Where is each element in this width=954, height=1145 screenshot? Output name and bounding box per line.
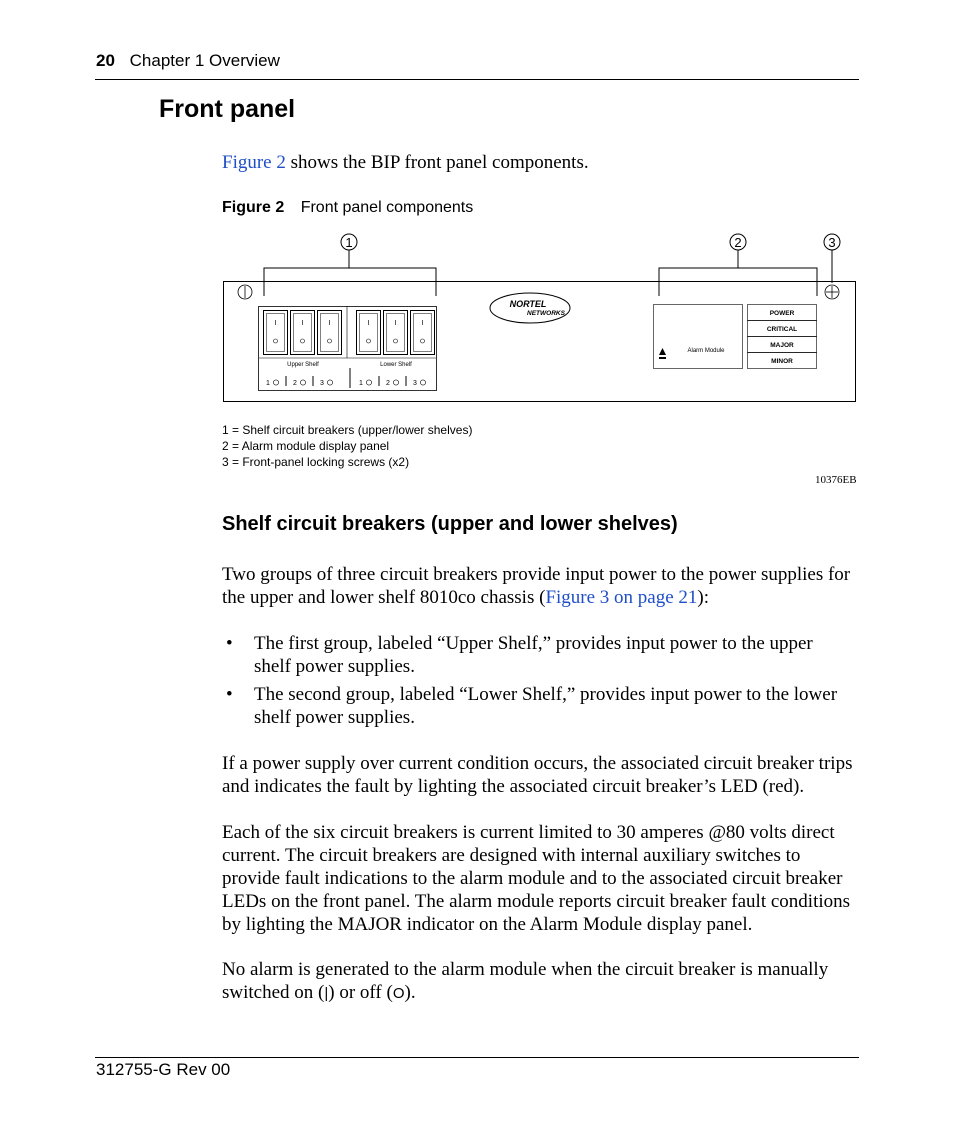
bullet-text-2: The second group, labeled “Lower Shelf,” provides input power to the lower shelf power supplies. [254, 684, 838, 728]
svg-text:3: 3 [413, 380, 417, 387]
page-number: 20 [96, 51, 115, 70]
chapter-title: Chapter 1 Overview [129, 51, 280, 70]
alarm-module [654, 305, 743, 369]
figure-3-link[interactable]: Figure 3 on page 21 [545, 587, 698, 608]
breaker-block [259, 307, 437, 391]
figure-legend [222, 422, 472, 470]
intro-paragraph: Figure 2 shows the BIP front panel components. [222, 152, 589, 173]
off-symbol: O [392, 985, 405, 1002]
callout-1-label: 1 [345, 235, 353, 250]
svg-text:I: I [394, 320, 397, 327]
figure-caption-text: Front panel components [300, 199, 474, 216]
nortel-networks-logo [490, 293, 570, 323]
section-heading: Shelf circuit breakers (upper and lower shelves) [222, 513, 678, 535]
eject-bar-icon [659, 357, 666, 359]
svg-text:I: I [421, 320, 424, 327]
eject-icon [659, 348, 666, 355]
svg-text:I: I [301, 320, 304, 327]
svg-text:3: 3 [320, 380, 324, 387]
led-row-upper [266, 376, 333, 387]
indicator-power [748, 305, 817, 321]
footer-doc-id: 312755-G Rev 00 [96, 1060, 231, 1079]
led-row-lower [359, 376, 426, 387]
svg-text:I: I [328, 320, 331, 327]
callout-3-label: 3 [828, 235, 836, 250]
page-title: Front panel [159, 95, 296, 123]
svg-text:POWER: POWER [769, 310, 795, 317]
legend-item-1: 1 = Shelf circuit breakers (upper/lower shelves) [222, 423, 473, 437]
legend-item-3: 3 = Front-panel locking screws (x2) [222, 455, 410, 469]
figure-2-link[interactable]: Figure 2 [222, 152, 286, 173]
logo-line2: NETWORKS [527, 310, 565, 317]
breaker-upper-3 [318, 311, 342, 355]
svg-text:2: 2 [386, 380, 390, 387]
svg-text:MINOR: MINOR [771, 358, 793, 365]
breaker-upper-2 [291, 311, 315, 355]
footer-rule [95, 1057, 859, 1058]
callout-2-label: 2 [734, 235, 742, 250]
paragraph-3: Each of the six circuit breakers is current limited to 30 amperes @80 volts direct current. The circuit breakers are designed with internal auxiliary switches to provide fault indications to the alarm module and to the associated circuit breaker LEDs on the front panel. The alarm module reports circuit breaker fault conditions by lighting the MAJOR indicator on the Alarm Module display panel. [222, 822, 851, 935]
svg-text:CRITICAL: CRITICAL [766, 326, 798, 333]
paragraph-4: No alarm is generated to the alarm module when the circuit breaker is manually switched on (|) or off (O). [222, 959, 829, 1003]
svg-text:2: 2 [293, 380, 297, 387]
bullet-marker: • [226, 684, 233, 705]
breaker-lower-3 [411, 311, 435, 355]
svg-text:1: 1 [359, 380, 363, 387]
paragraph-1: Two groups of three circuit breakers provide input power to the power supplies for the upper and lower shelf 8010co chassis (Figure 3 on page 21): [222, 564, 851, 608]
svg-text:MAJOR: MAJOR [770, 342, 794, 349]
indicator-major [748, 337, 817, 353]
alarm-module-label: Alarm Module [687, 348, 725, 354]
bullet-text-1: The first group, labeled “Upper Shelf,” provides input power to the upper shelf power supplies. [254, 633, 813, 677]
svg-text:1: 1 [266, 380, 270, 387]
breaker-lower-1 [357, 311, 381, 355]
upper-shelf-label: Upper Shelf [287, 362, 319, 368]
breaker-lower-2 [384, 311, 408, 355]
svg-text:I: I [367, 320, 370, 327]
breaker-upper-1 [264, 311, 288, 355]
bullet-marker: • [226, 633, 233, 654]
legend-item-2: 2 = Alarm module display panel [222, 439, 390, 453]
figure-label: Figure 2 [222, 199, 285, 216]
front-panel-figure [0, 0, 954, 500]
indicator-critical [748, 321, 817, 337]
logo-line1: NORTEL [509, 299, 547, 309]
paragraph-2: If a power supply over current condition occurs, the associated circuit breaker trips and indicates the fault by lighting the associated circuit breaker’s LED (red). [222, 753, 853, 797]
figure-id: 10376EB [815, 474, 857, 486]
on-symbol: | [324, 985, 329, 1002]
lower-shelf-label: Lower Shelf [380, 362, 412, 368]
indicator-minor [748, 353, 817, 369]
svg-text:I: I [274, 320, 277, 327]
